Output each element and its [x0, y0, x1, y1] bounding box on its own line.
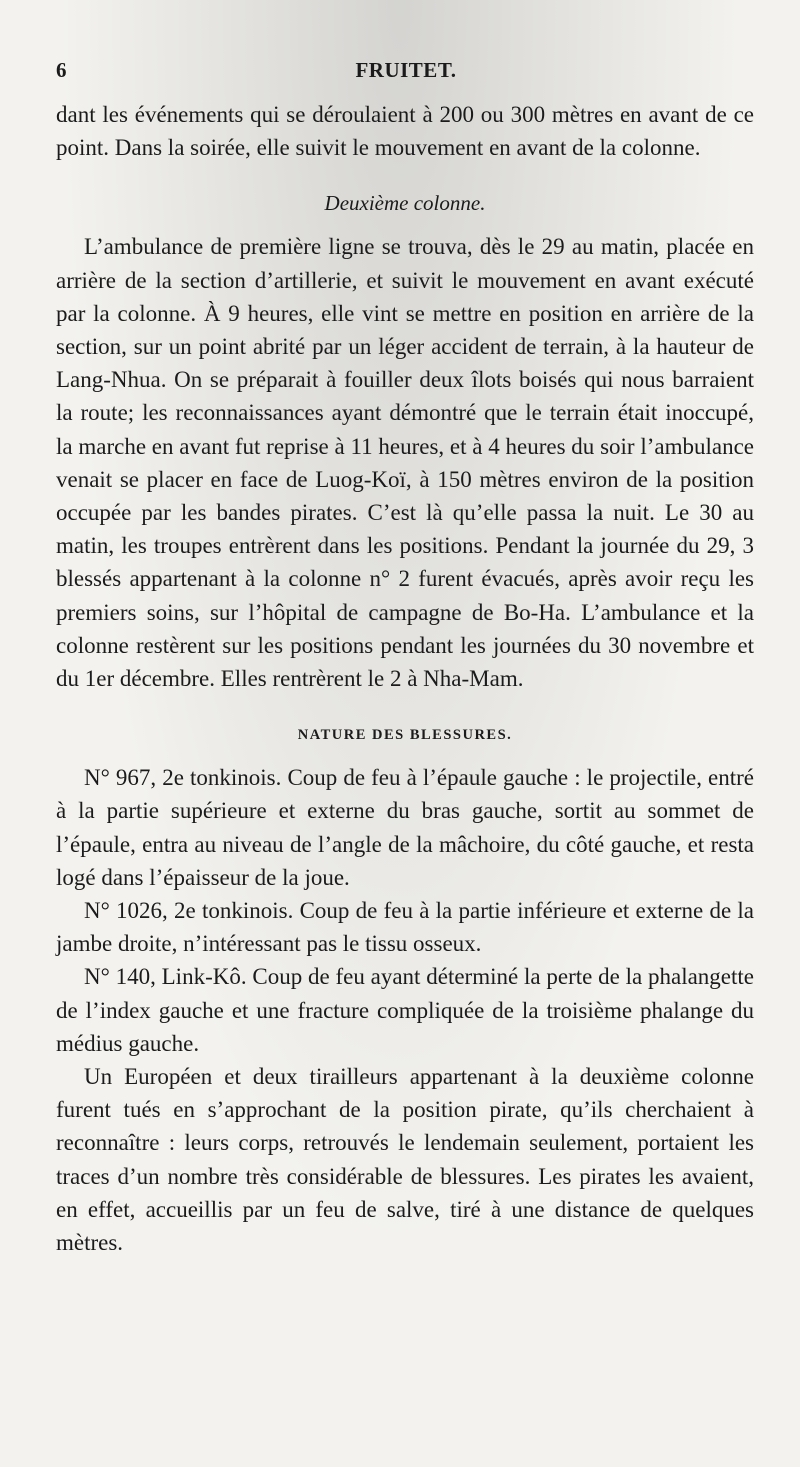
body-text [56, 98, 754, 1259]
paragraph-casualties: Un Européen et deux tirailleurs appartenant à la deuxième colonne furent tués en s’approchant de la position pirate, qu’ils cherchaient à reconnaître : leurs corps, retrouvés le lendemain seulement, portaient les traces d’un nombre très considérable de blessures. Les pirates les avaient, en effet, accueillis par un feu de salve, tiré à une distance de quelques mètres. [56, 1064, 754, 1256]
paragraph-continuation: dant les événements qui se déroulaient à 200 ou 300 mètres en avant de ce point. Dans la soirée, elle suivit le mouvement en avant de la colonne. [56, 102, 754, 161]
paragraph-ambulance: L’ambulance de première ligne se trouva, dès le 29 au matin, placée en arrière de la section d’artillerie, et suivit le mouvement en avant exécuté par la colonne. À 9 heures, elle vint se mettre en position en arrière de la section, sur un point abrité par un léger accident de terrain, à la hauteur de Lang-Nhua. On se préparait à fouiller deux îlots boisés qui nous barraient la route; les reconnaissances ayant démontré que le terrain était inoccupé, la marche en avant fut reprise à 11 heures, et à 4 heures du soir l’ambulance venait se placer en face de Luog-Koï, à 150 mètres environ de la position occupée par les bandes pirates. C’est là qu’elle passa la nuit. Le 30 au matin, les troupes entrèrent dans les positions. Pendant la journée du 29, 3 blessés appartenant à la colonne n° 2 furent évacués, après avoir reçu les premiers soins, sur l’hôpital de campagne de Bo-Ha. L’ambulance et la colonne restèrent sur les positions pendant les journées du 30 novembre et du 1er décembre. Elles rentrèrent le 2 à Nha-Mam. [56, 234, 754, 692]
paragraph-wound-1026: N° 1026, 2e tonkinois. Coup de feu à la partie inférieure et externe de la jambe droite, n’intéressant pas le tissu osseux. [56, 898, 754, 957]
page-number: 6 [56, 58, 67, 82]
running-title: FRUITET. [355, 58, 457, 82]
paragraph-wound-140: N° 140, Link-Kô. Coup de feu ayant déterminé la perte de la phalangette de l’index gauche et une fracture compliquée de la troisième phalange du médius gauche. [56, 964, 754, 1056]
paragraph-wound-967: N° 967, 2e tonkinois. Coup de feu à l’épaule gauche : le projectile, entré à la partie supérieure et externe du bras gauche, sortit au sommet de l’épaule, entra au niveau de l’angle de la mâchoire, du côté gauche, et resta logé dans l’épaisseur de la joue. [56, 765, 754, 890]
page-header [56, 58, 756, 88]
subheading-nature-des-blessures: NATURE DES BLESSURES. [297, 727, 513, 744]
section-heading-deuxieme-colonne: Deuxième colonne. [324, 191, 486, 216]
